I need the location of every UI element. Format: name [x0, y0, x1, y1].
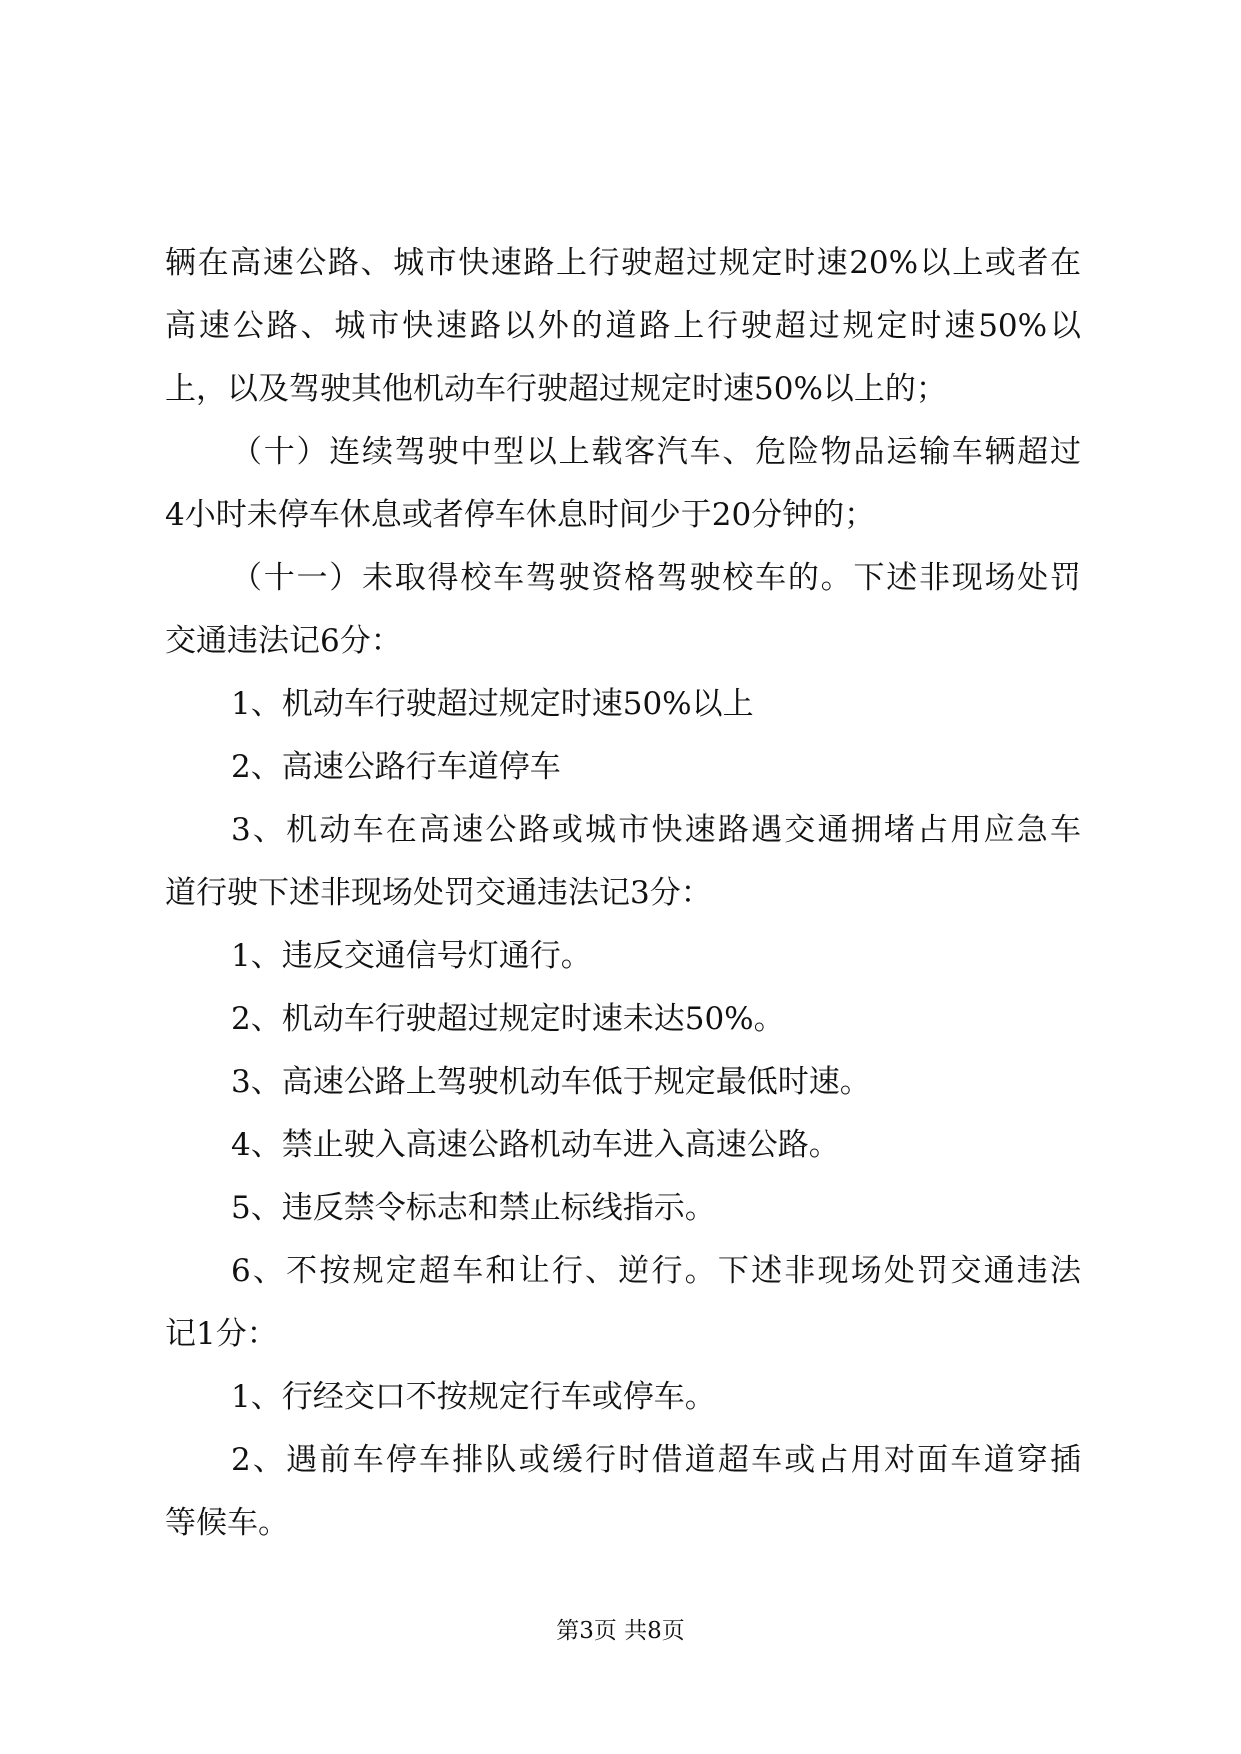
text-line: 2、遇前车停车排队或缓行时借道超车或占用对面车道穿插 [231, 1442, 1081, 1478]
text-line: 5、违反禁令标志和禁止标线指示。 [231, 1190, 716, 1226]
text-line: 4小时未停车休息或者停车休息时间少于20分钟的； [165, 497, 876, 533]
text-line: 等候车。 [165, 1505, 289, 1541]
document-body [165, 232, 1081, 1555]
text-line: （十一）未取得校车驾驶资格驾驶校车的。下述非现场处罚 [231, 560, 1081, 596]
text-line: 1、行经交口不按规定行车或停车。 [231, 1379, 716, 1415]
text-line: 3、高速公路上驾驶机动车低于规定最低时速。 [231, 1064, 871, 1100]
text-line: 上，以及驾驶其他机动车行驶超过规定时速50%以上的； [165, 371, 947, 407]
text-line: 高速公路、城市快速路以外的道路上行驶超过规定时速50%以 [165, 308, 1081, 344]
text-line: 道行驶下述非现场处罚交通违法记3分： [165, 875, 712, 911]
page-footer: 第3页 共8页 [556, 1618, 685, 1644]
text-line: 1、机动车行驶超过规定时速50%以上 [231, 686, 754, 722]
text-line: 1、违反交通信号灯通行。 [231, 938, 592, 974]
text-line: 4、禁止驶入高速公路机动车进入高速公路。 [231, 1127, 840, 1163]
text-line: 2、高速公路行车道停车 [231, 749, 561, 785]
text-line: 辆在高速公路、城市快速路上行驶超过规定时速20%以上或者在 [165, 245, 1081, 281]
text-line: 记1分： [165, 1316, 278, 1352]
text-line: 3、机动车在高速公路或城市快速路遇交通拥堵占用应急车 [231, 812, 1081, 848]
text-line: 6、不按规定超车和让行、逆行。下述非现场处罚交通违法 [231, 1253, 1081, 1289]
text-line: 2、机动车行驶超过规定时速未达50%。 [231, 1001, 785, 1037]
text-line: 交通违法记6分： [165, 623, 402, 659]
text-line: （十）连续驾驶中型以上载客汽车、危险物品运输车辆超过 [231, 434, 1081, 470]
